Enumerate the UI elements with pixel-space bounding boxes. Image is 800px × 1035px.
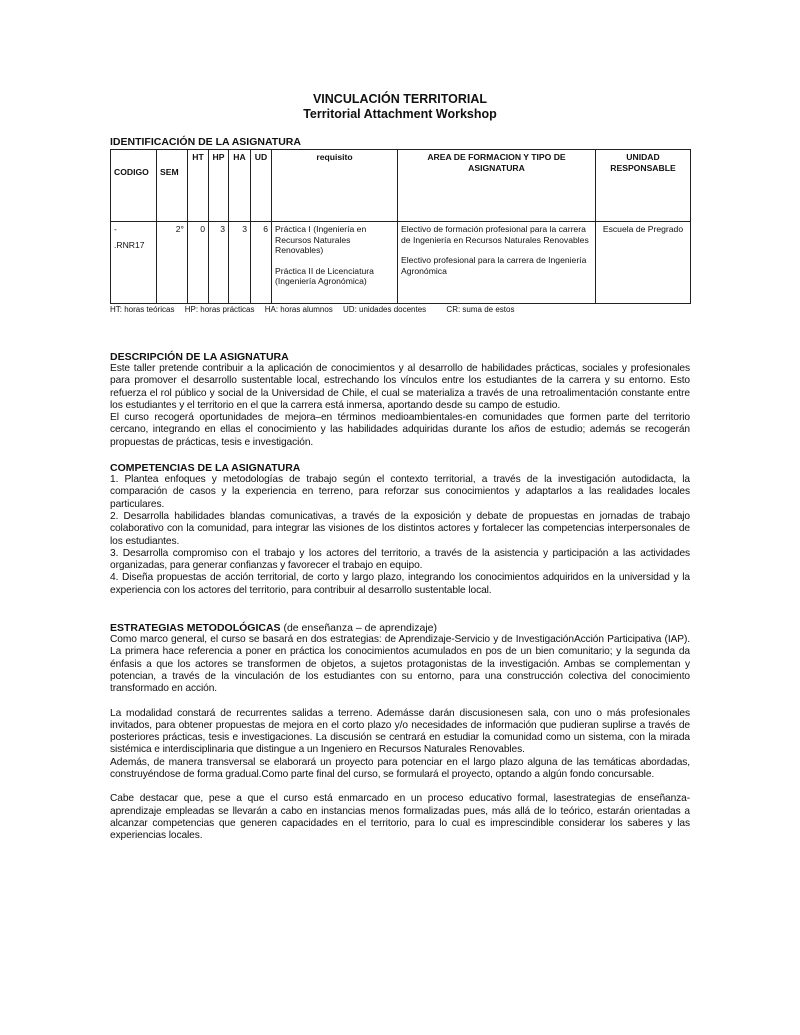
estrategias-paragraph-1: Como marco general, el curso se basará en dos estrategias: de Aprendizaje-Servicio y de InvestigaciónAcción Participativa (IAP). La primera hace referencia a poner en práctica los conocimientos acumulados en pos de un bien comunitario; y la segunda da énfasis a que los actores se transformen de objetos, a sujetos protagonistas de la investigación. Ambas se complementan y potencian, a través de la vinculación de los estudiantes con su entorno, para una construcción colectiva del conocimiento transformado en acción. — [110, 634, 690, 695]
legend-ha: HA: horas alumnos — [264, 305, 333, 314]
course-identification-table — [110, 149, 691, 304]
header-requisito: requisito — [272, 150, 398, 222]
competencias-heading: COMPETENCIAS DE LA ASIGNATURA — [110, 462, 301, 475]
cell-hp: 3 — [209, 222, 229, 304]
competencia-item-2: 2. Desarrolla habilidades blandas comunicativas, a través de la exposición y debate de propuestas en jornadas de trabajo colaborativo con la comunidad, para integrar las visiones de los distintos actores y fortalecer las competencias interpersonales de los estudiantes. — [110, 510, 690, 547]
cell-unidad: Escuela de Pregrado — [596, 222, 691, 304]
descripcion-paragraph-2: El curso recogerá oportunidades de mejora–en términos medioambientales-en comunidades que formen parte del territorio cercano, integrando en ellas el conocimiento y las habilidades adquiridas durante los años de estudio; además se recogerán propuestas de prácticas, tesis e investigación. — [110, 412, 690, 448]
table-row — [111, 222, 691, 304]
competencia-item-4: 4. Diseña propuestas de acción territorial, de corto y largo plazo, integrando los conocimientos adquiridos en la universidad y la experiencia con los actores del territorio, para contribuir al desarrollo sustentable local. — [110, 572, 690, 596]
cell-ha: 3 — [229, 222, 251, 304]
estrategias-paragraph-2: La modalidad constará de recurrentes salidas a terreno. Ademásse darán discusionesen sala, con uno o más profesionales invitados, para obtener propuestas de mejora en el corto plazo y/o necesidades de información que pudieran suplirse a través de posteriores prácticas, tesis e investigaciones. La discusión se centrará en estudiar la comunidad como un sistema, con la mirada sistémica e interdisciplinaria que distingue a un Ingeniero en Recursos Naturales Renovables. — [110, 707, 690, 756]
header-ha: HA — [229, 150, 251, 222]
header-ht: HT — [188, 150, 209, 222]
area-1: Electivo de formación profesional para la carrera de Ingeniería en Recursos Naturales Renovables — [401, 224, 589, 245]
document-content — [110, 92, 690, 843]
requisito-1: Práctica I (Ingeniería en Recursos Naturales Renovables) — [275, 224, 367, 255]
estrategias-heading-note: (de enseñanza – de aprendizaje) — [280, 622, 437, 635]
area-2: Electivo profesional para la carrera de Ingeniería Agronómica — [401, 255, 587, 276]
identificacion-heading: IDENTIFICACIÓN DE LA ASIGNATURA — [110, 136, 301, 148]
codigo-value: .RNR17 — [114, 239, 145, 250]
estrategias-heading: ESTRATEGIAS METODOLÓGICAS — [110, 622, 281, 635]
header-hp: HP — [209, 150, 229, 222]
descripcion-heading: DESCRIPCIÓN DE LA ASIGNATURA — [110, 351, 289, 363]
cell-sem: 2° — [157, 222, 188, 304]
legend-ud: UD: unidades docentes — [343, 305, 427, 314]
header-area: AREA DE FORMACION Y TIPO DE ASIGNATURA — [398, 150, 596, 222]
cell-area — [398, 222, 596, 304]
cell-ht: 0 — [188, 222, 209, 304]
legend-cr: CR: suma de estos — [446, 305, 515, 314]
competencias-list — [110, 474, 690, 597]
legend-ht: HT: horas teóricas — [110, 305, 175, 314]
document-title: VINCULACIÓN TERRITORIAL — [312, 92, 488, 106]
codigo-top: - — [114, 224, 117, 234]
legend-hp: HP: horas prácticas — [184, 305, 255, 314]
estrategias-paragraph-4: Cabe destacar que, pese a que el curso está enmarcado en un proceso educativo formal, lasestrategias de enseñanza-aprendizaje empleadas se llevarán a cabo en instancias menos formalizadas pues, más allá de lo teórico, estarán orientadas a alcanzar competencias que generen capacidades en el territorio, para lo cual es imprescindible considerar los saberes y las experiencias locales. — [110, 793, 690, 842]
header-unidad: UNIDAD RESPONSABLE — [596, 150, 691, 222]
header-ud: UD — [251, 150, 272, 222]
cell-codigo — [111, 222, 157, 304]
competencia-item-1: 1. Plantea enfoques y metodologías de trabajo según el contexto territorial, a través de la investigación autodidacta, la comparación de casos y la experiencia en terreno, para reforzar sus conocimientos y adaptarlos a las realidades locales particulares. — [110, 474, 690, 510]
estrategias-heading-line — [110, 622, 690, 634]
cell-requisito — [272, 222, 398, 304]
requisito-2: Práctica II de Licenciatura (Ingeniería Agronómica) — [275, 265, 374, 286]
cell-ud: 6 — [251, 222, 272, 304]
descripcion-paragraph-1: Este taller pretende contribuir a la aplicación de conocimientos y al desarrollo de habilidades prácticas, sociales y profesionales para promover el desarrollo sustentable local, estrechando los vínculos entre los estudiantes de la carrera y su entorno. Esto refuerza el rol público y social de la Universidad de Chile, el cual se materializa a través de una retroalimentación constante entre los estudiantes y el territorio en el que la carrera está inmersa, aportando desde su campo de estudio. — [110, 363, 690, 411]
header-sem: SEM — [157, 150, 188, 222]
estrategias-paragraph-3: Además, de manera transversal se elaborará un proyecto para potenciar en el largo plazo alguna de las temáticas abordadas, construyéndose de forma gradual.Como parte final del curso, se formulará el proyecto, optando a algún fondo concursable. — [110, 756, 690, 781]
competencia-item-3: 3. Desarrolla compromiso con el trabajo y los actores del territorio, a través de la asistencia y participación a las actividades organizadas, para generar confianzas y favorecer el trabajo en equipo. — [110, 547, 690, 572]
table-header-row — [111, 150, 691, 222]
document-subtitle: Territorial Attachment Workshop — [303, 107, 497, 121]
table-legend — [110, 305, 690, 315]
header-codigo: CODIGO — [111, 150, 157, 222]
